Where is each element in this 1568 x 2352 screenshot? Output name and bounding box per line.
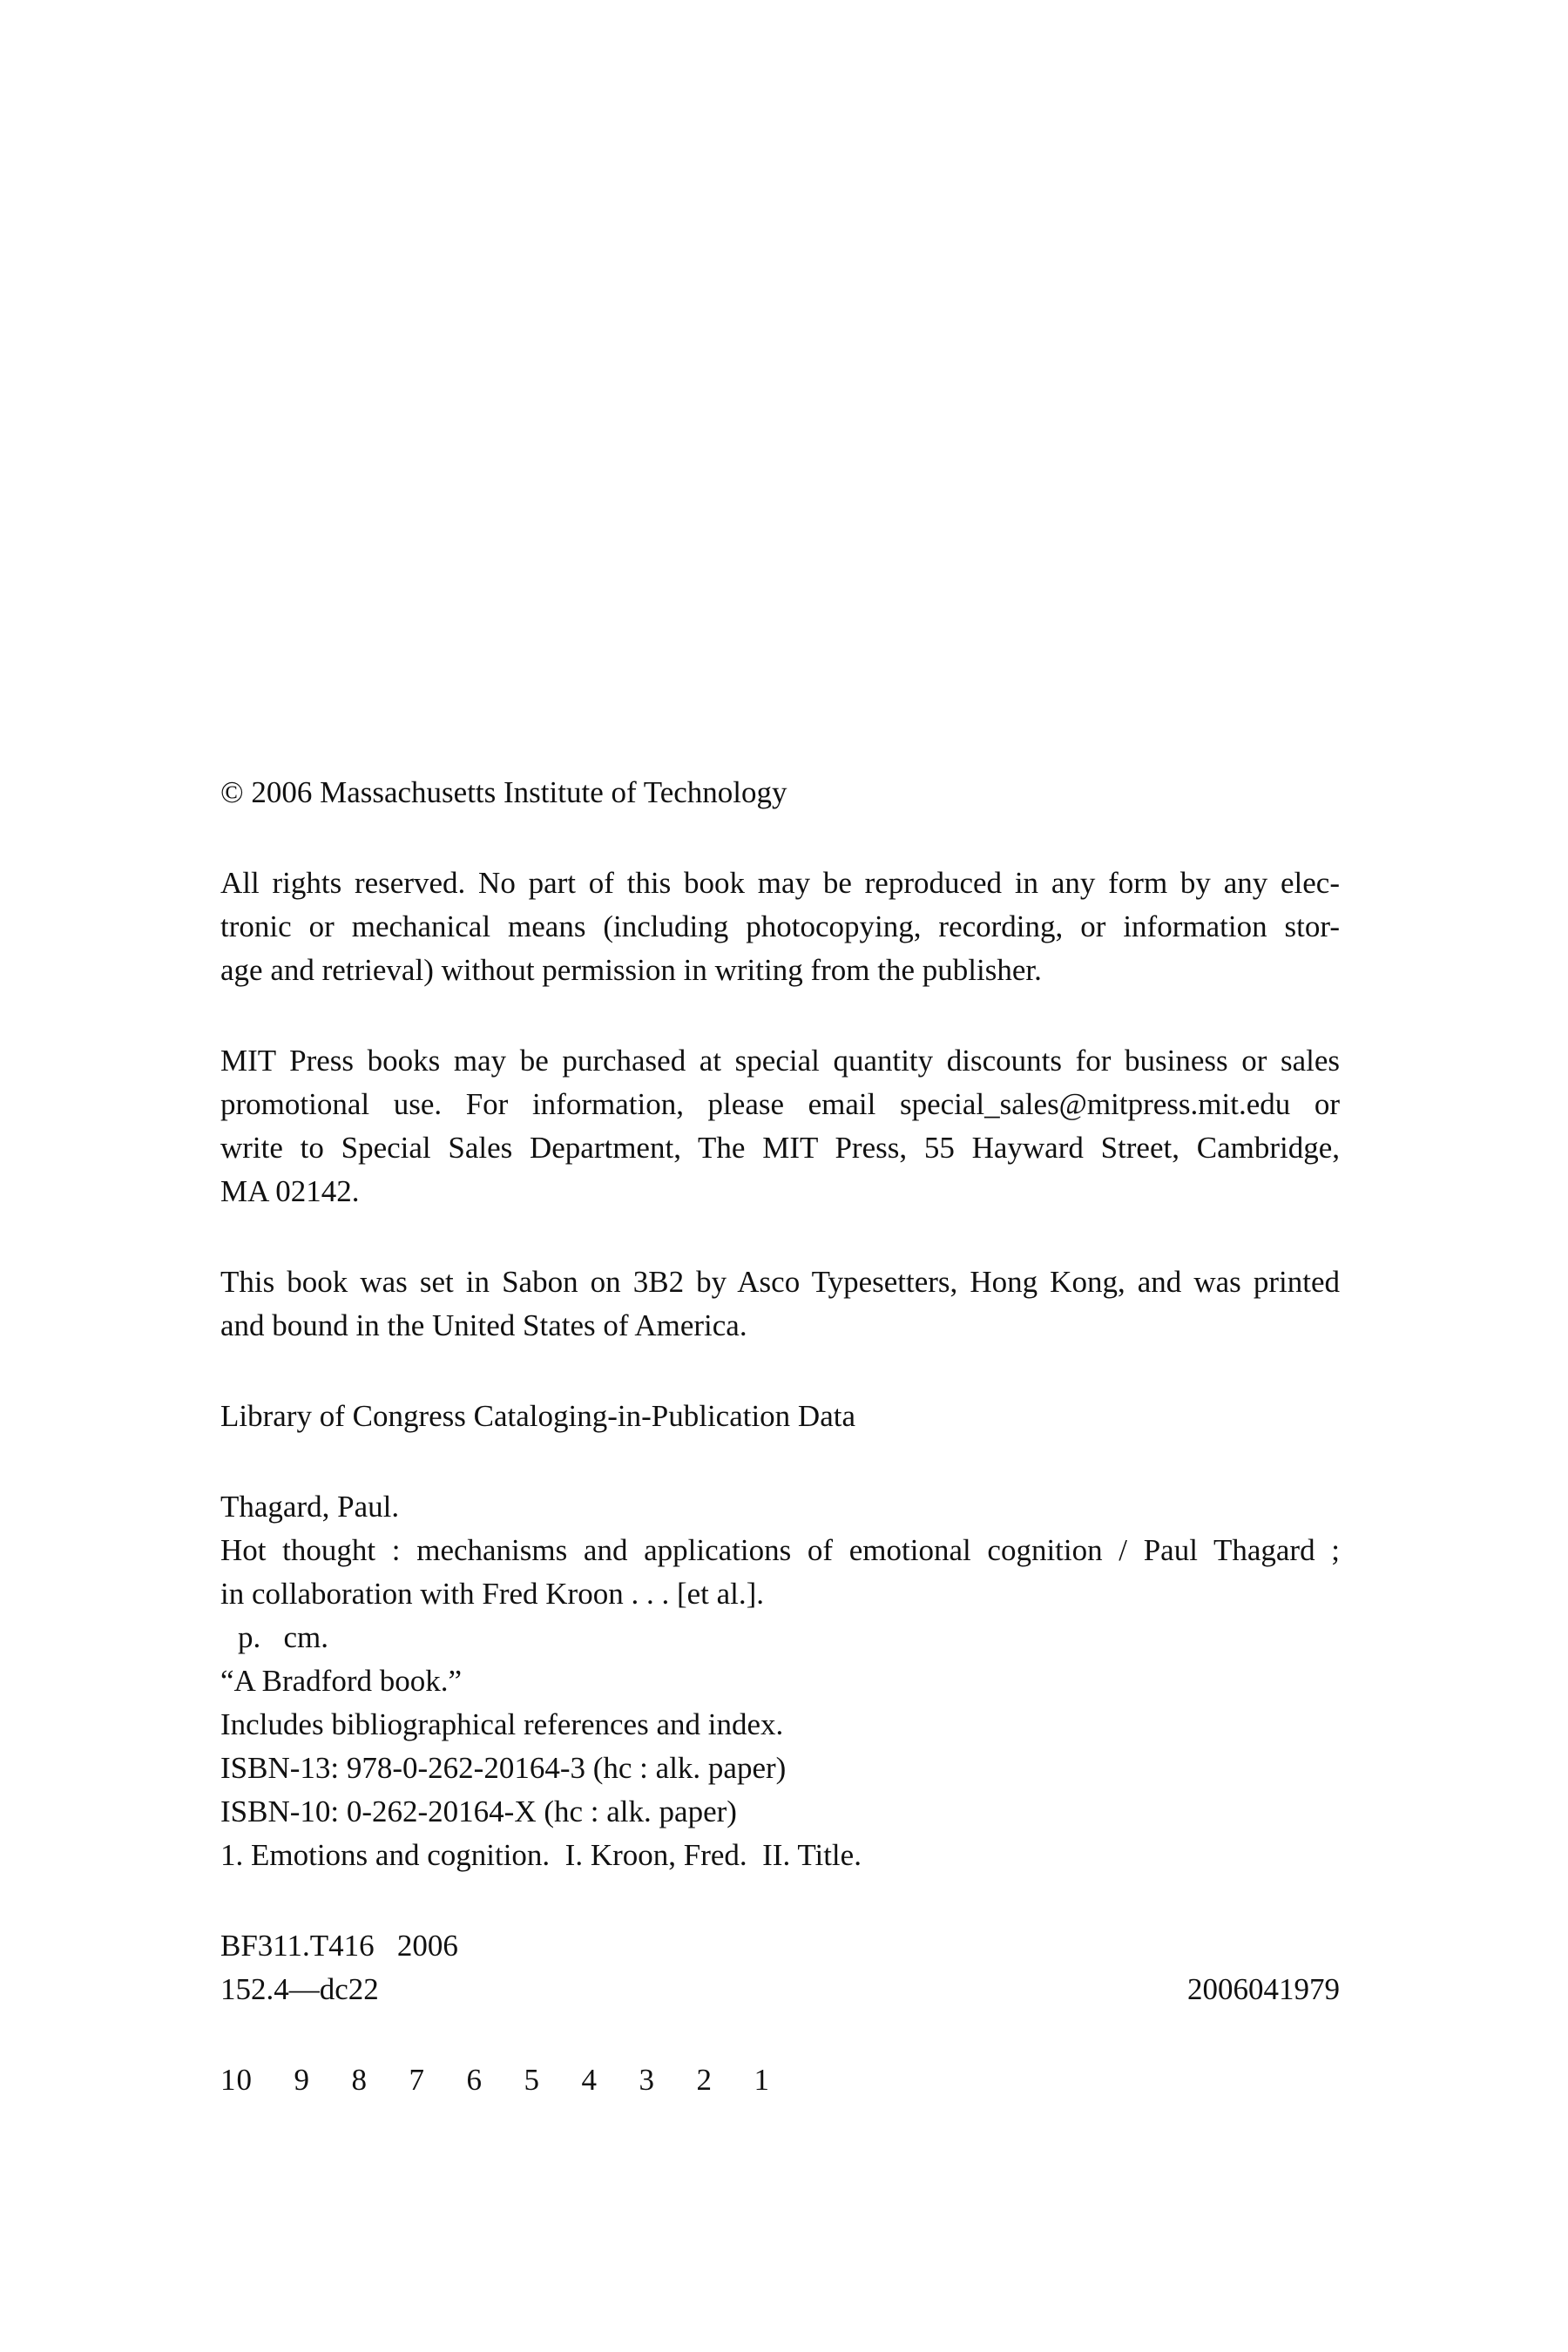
cip-block <box>220 1485 1340 1877</box>
rights-paragraph <box>220 862 1340 992</box>
copyright-notice: © 2006 Massachusetts Institute of Technology <box>220 775 787 809</box>
rights-line: tronic or mechanical means (including photocopying, recording, or information stor- <box>220 909 1340 943</box>
sales-line: MA 02142. <box>220 1174 360 1208</box>
cip-author: Thagard, Paul. <box>220 1490 400 1524</box>
cip-isbn13: ISBN-13: 978-0-262-20164-3 (hc : alk. paper) <box>220 1751 787 1785</box>
dewey-lccn-row <box>220 1968 1340 2011</box>
cip-title-line: in collaboration with Fred Kroon . . . [et al.]. <box>220 1577 765 1611</box>
sales-line: promotional use. For information, please email special_sales@mitpress.mit.edu or <box>220 1087 1340 1121</box>
sales-line: write to Special Sales Department, The MIT Press, 55 Hayward Street, Cambridge, <box>220 1131 1340 1165</box>
sales-line: MIT Press books may be purchased at special quantity discounts for business or sales <box>220 1044 1340 1078</box>
printer-key: 10 9 8 7 6 5 4 3 2 1 <box>220 2063 770 2097</box>
rights-line: age and retrieval) without permission in writing from the publisher. <box>220 953 1042 987</box>
lc-classification: BF311.T416 2006 <box>220 1929 458 1963</box>
cip-subjects: 1. Emotions and cognition. I. Kroon, Fred. II. Title. <box>220 1838 862 1872</box>
dewey-classification: 152.4—dc22 <box>220 1972 379 2006</box>
typesetting-line: and bound in the United States of America. <box>220 1308 747 1342</box>
classification-block <box>220 1924 1340 2011</box>
cip-series-note: “A Bradford book.” <box>220 1664 463 1698</box>
lccn: 2006041979 <box>1187 1972 1340 2006</box>
cip-bibliography-note: Includes bibliographical references and index. <box>220 1707 784 1741</box>
typesetting-paragraph <box>220 1260 1340 1348</box>
rights-line: All rights reserved. No part of this book may be reproduced in any form by any elec- <box>220 866 1340 900</box>
cip-heading: Library of Congress Cataloging-in-Publication Data <box>220 1399 856 1433</box>
sales-paragraph <box>220 1039 1340 1213</box>
cip-pages: p. cm. <box>238 1620 329 1654</box>
copyright-page-content <box>220 771 1340 2102</box>
cip-title-line: Hot thought : mechanisms and applications of emotional cognition / Paul Thagard ; <box>220 1533 1340 1567</box>
cip-isbn10: ISBN-10: 0-262-20164-X (hc : alk. paper) <box>220 1794 737 1828</box>
typesetting-line: This book was set in Sabon on 3B2 by Asco Typesetters, Hong Kong, and was printed <box>220 1265 1340 1299</box>
